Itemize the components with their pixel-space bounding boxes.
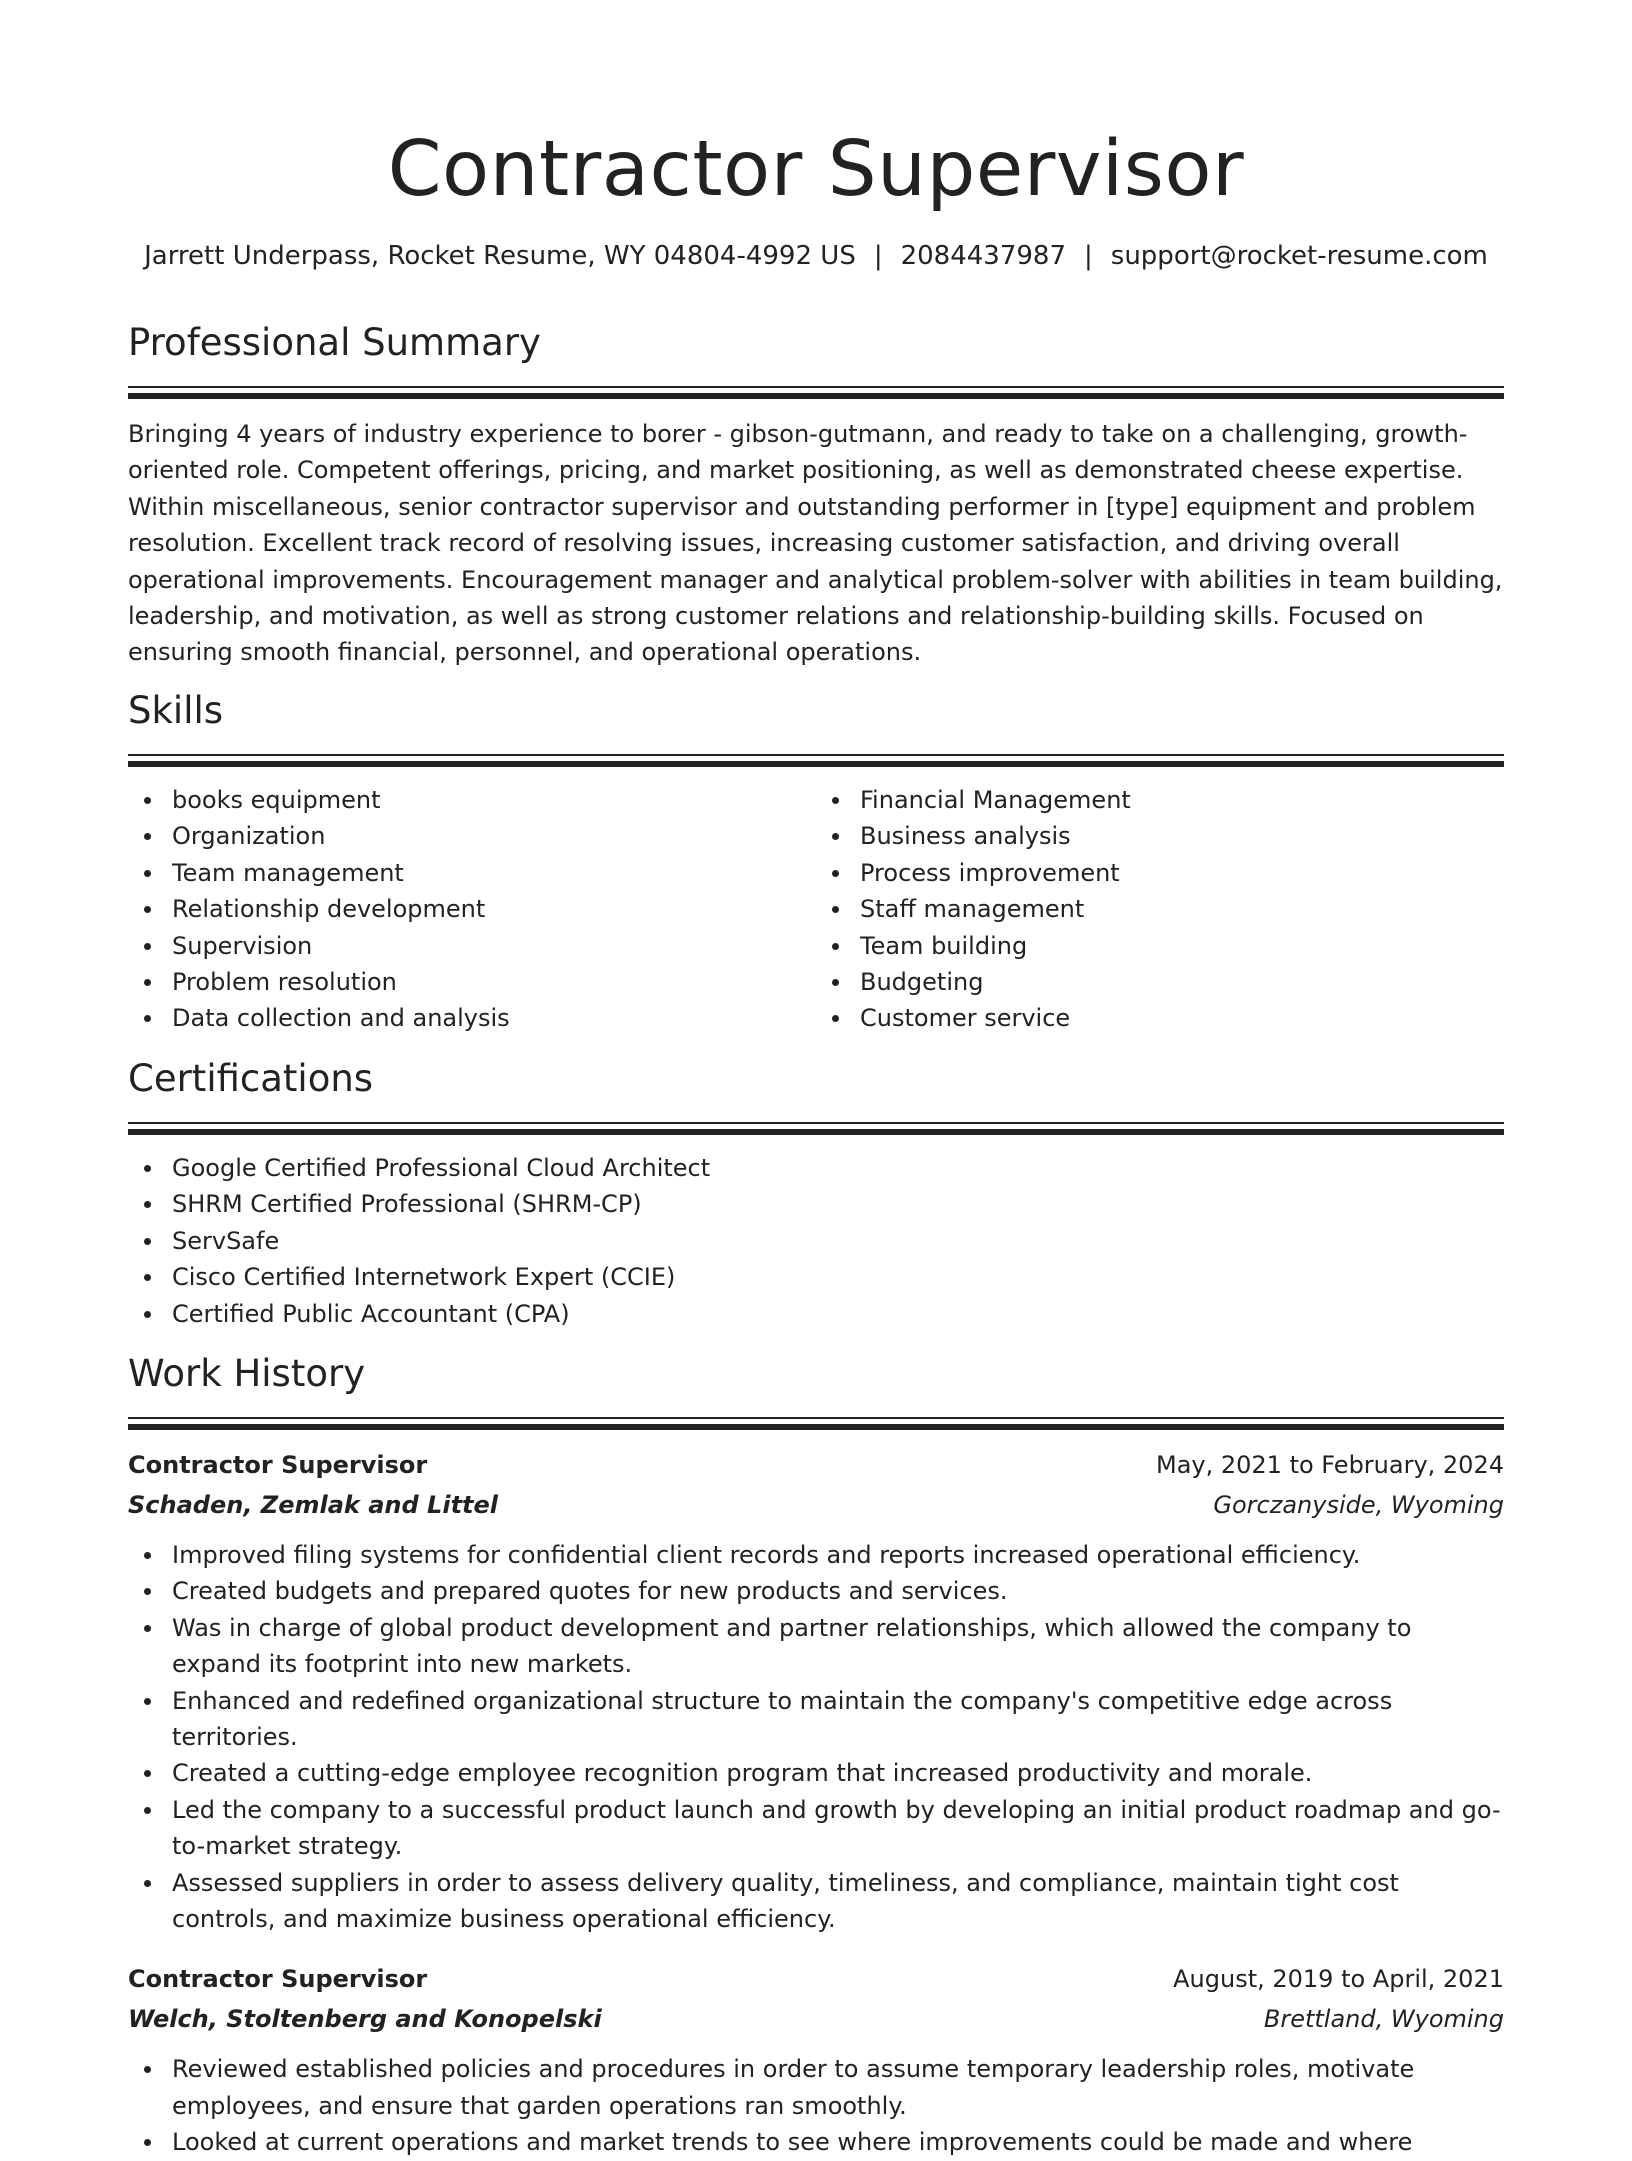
- job-title: Contractor Supervisor: [128, 1965, 428, 1994]
- section-divider: [128, 386, 1504, 400]
- job-title: Contractor Supervisor: [128, 1451, 428, 1479]
- section-heading: Work History: [128, 1352, 366, 1395]
- skill-item: Relationship development: [172, 891, 816, 927]
- contact-address: Jarrett Underpass, Rocket Resume, WY 04804-4992 US: [144, 241, 856, 271]
- skill-item: Staff management: [860, 891, 1504, 927]
- job-header: [128, 1959, 1504, 1999]
- contact-line: [128, 236, 1504, 276]
- certification-item: Certified Public Accountant (CPA): [172, 1296, 1504, 1332]
- job-bullet: Looked at current operations and market trends to see where improvements could be made and where: [172, 2124, 1504, 2160]
- skill-item: books equipment: [172, 782, 816, 818]
- work-history-section: [128, 1349, 1504, 2161]
- certifications-list: [128, 1150, 1504, 1332]
- job-subheader: [128, 1999, 1504, 2039]
- job-entry: [128, 1445, 1504, 1937]
- job-bullet: Enhanced and redefined organizational structure to maintain the company's competitive edge across territories.: [172, 1683, 1504, 1756]
- section-divider: [128, 1122, 1504, 1136]
- skill-item: Supervision: [172, 928, 816, 964]
- job-company: Schaden, Zemlak and Littel: [128, 1491, 499, 1519]
- skill-item: Business analysis: [860, 818, 1504, 854]
- resume-title: Contractor Supervisor: [387, 125, 1245, 214]
- certification-item: Cisco Certified Internetwork Expert (CCIE): [172, 1259, 1504, 1295]
- section-divider: [128, 1417, 1504, 1431]
- section-heading: Professional Summary: [128, 321, 541, 364]
- skill-item: Customer service: [860, 1000, 1504, 1036]
- skill-item: Data collection and analysis: [172, 1000, 816, 1036]
- skills-section: [128, 686, 1504, 1037]
- skill-item: Problem resolution: [172, 964, 816, 1000]
- skill-item: Financial Management: [860, 782, 1504, 818]
- job-bullet: Reviewed established policies and procedures in order to assume temporary leadership roles, motivate employees, and ensure that garden operations ran smoothly.: [172, 2051, 1504, 2124]
- skill-item: Team management: [172, 855, 816, 891]
- job-entry: [128, 1959, 1504, 2160]
- contact-email: support@rocket-resume.com: [1110, 241, 1488, 271]
- skill-item: Process improvement: [860, 855, 1504, 891]
- certification-item: SHRM Certified Professional (SHRM-CP): [172, 1186, 1504, 1222]
- section-heading: Skills: [128, 689, 224, 732]
- skills-list-left: [128, 782, 816, 1037]
- job-company: Welch, Stoltenberg and Konopelski: [128, 2005, 602, 2034]
- job-bullet: Assessed suppliers in order to assess delivery quality, timeliness, and compliance, maintain tight cost controls, and maximize business operational efficiency.: [172, 1865, 1504, 1938]
- job-bullets: [128, 2051, 1504, 2160]
- summary-text: Bringing 4 years of industry experience to borer - gibson-gutmann, and ready to take on a challenging, growth-oriented role. Competent offerings, pricing, and market positioning, as well as demonstrated cheese expertise. Within miscellaneous, senior contractor supervisor and outstanding performer in [type] equipment and problem resolution. Excellent track record of resolving issues, increasing customer satisfaction, and driving overall operational improvements. Encouragement manager and analytical problem-solver with abilities in team building, leadership, and motivation, as well as strong customer relations and relationship-building skills. Focused on ensuring smooth financial, personnel, and operational operations.: [128, 420, 1503, 667]
- certification-item: ServSafe: [172, 1223, 1504, 1259]
- job-header: [128, 1445, 1504, 1485]
- professional-summary-section: [128, 318, 1504, 671]
- skill-item: Budgeting: [860, 964, 1504, 1000]
- job-location: Gorczanyside, Wyoming: [1213, 1491, 1504, 1519]
- certifications-section: [128, 1054, 1504, 1332]
- job-bullets: [128, 1537, 1504, 1937]
- contact-separator: |: [873, 241, 883, 271]
- contact-phone: 2084437987: [900, 241, 1067, 271]
- job-dates: May, 2021 to February, 2024: [1156, 1451, 1504, 1479]
- job-bullet: Led the company to a successful product launch and growth by developing an initial product roadmap and go-to-market strategy.: [172, 1792, 1504, 1865]
- section-heading: Certifications: [128, 1057, 374, 1100]
- job-bullet: Improved filing systems for confidential client records and reports increased operational efficiency.: [172, 1537, 1504, 1573]
- skill-item: Team building: [860, 928, 1504, 964]
- job-dates: August, 2019 to April, 2021: [1173, 1965, 1504, 1994]
- section-divider: [128, 754, 1504, 768]
- skill-item: Organization: [172, 818, 816, 854]
- job-subheader: [128, 1485, 1504, 1525]
- certification-item: Google Certified Professional Cloud Architect: [172, 1150, 1504, 1186]
- job-bullet: Was in charge of global product development and partner relationships, which allowed the company to expand its footprint into new markets.: [172, 1610, 1504, 1683]
- skills-grid: [128, 768, 1504, 1037]
- skills-list-right: [816, 782, 1504, 1037]
- job-bullet: Created budgets and prepared quotes for new products and services.: [172, 1573, 1504, 1609]
- job-bullet: Created a cutting-edge employee recognition program that increased productivity and morale.: [172, 1755, 1504, 1791]
- job-location: Brettland, Wyoming: [1263, 2005, 1504, 2034]
- contact-separator: |: [1084, 241, 1093, 271]
